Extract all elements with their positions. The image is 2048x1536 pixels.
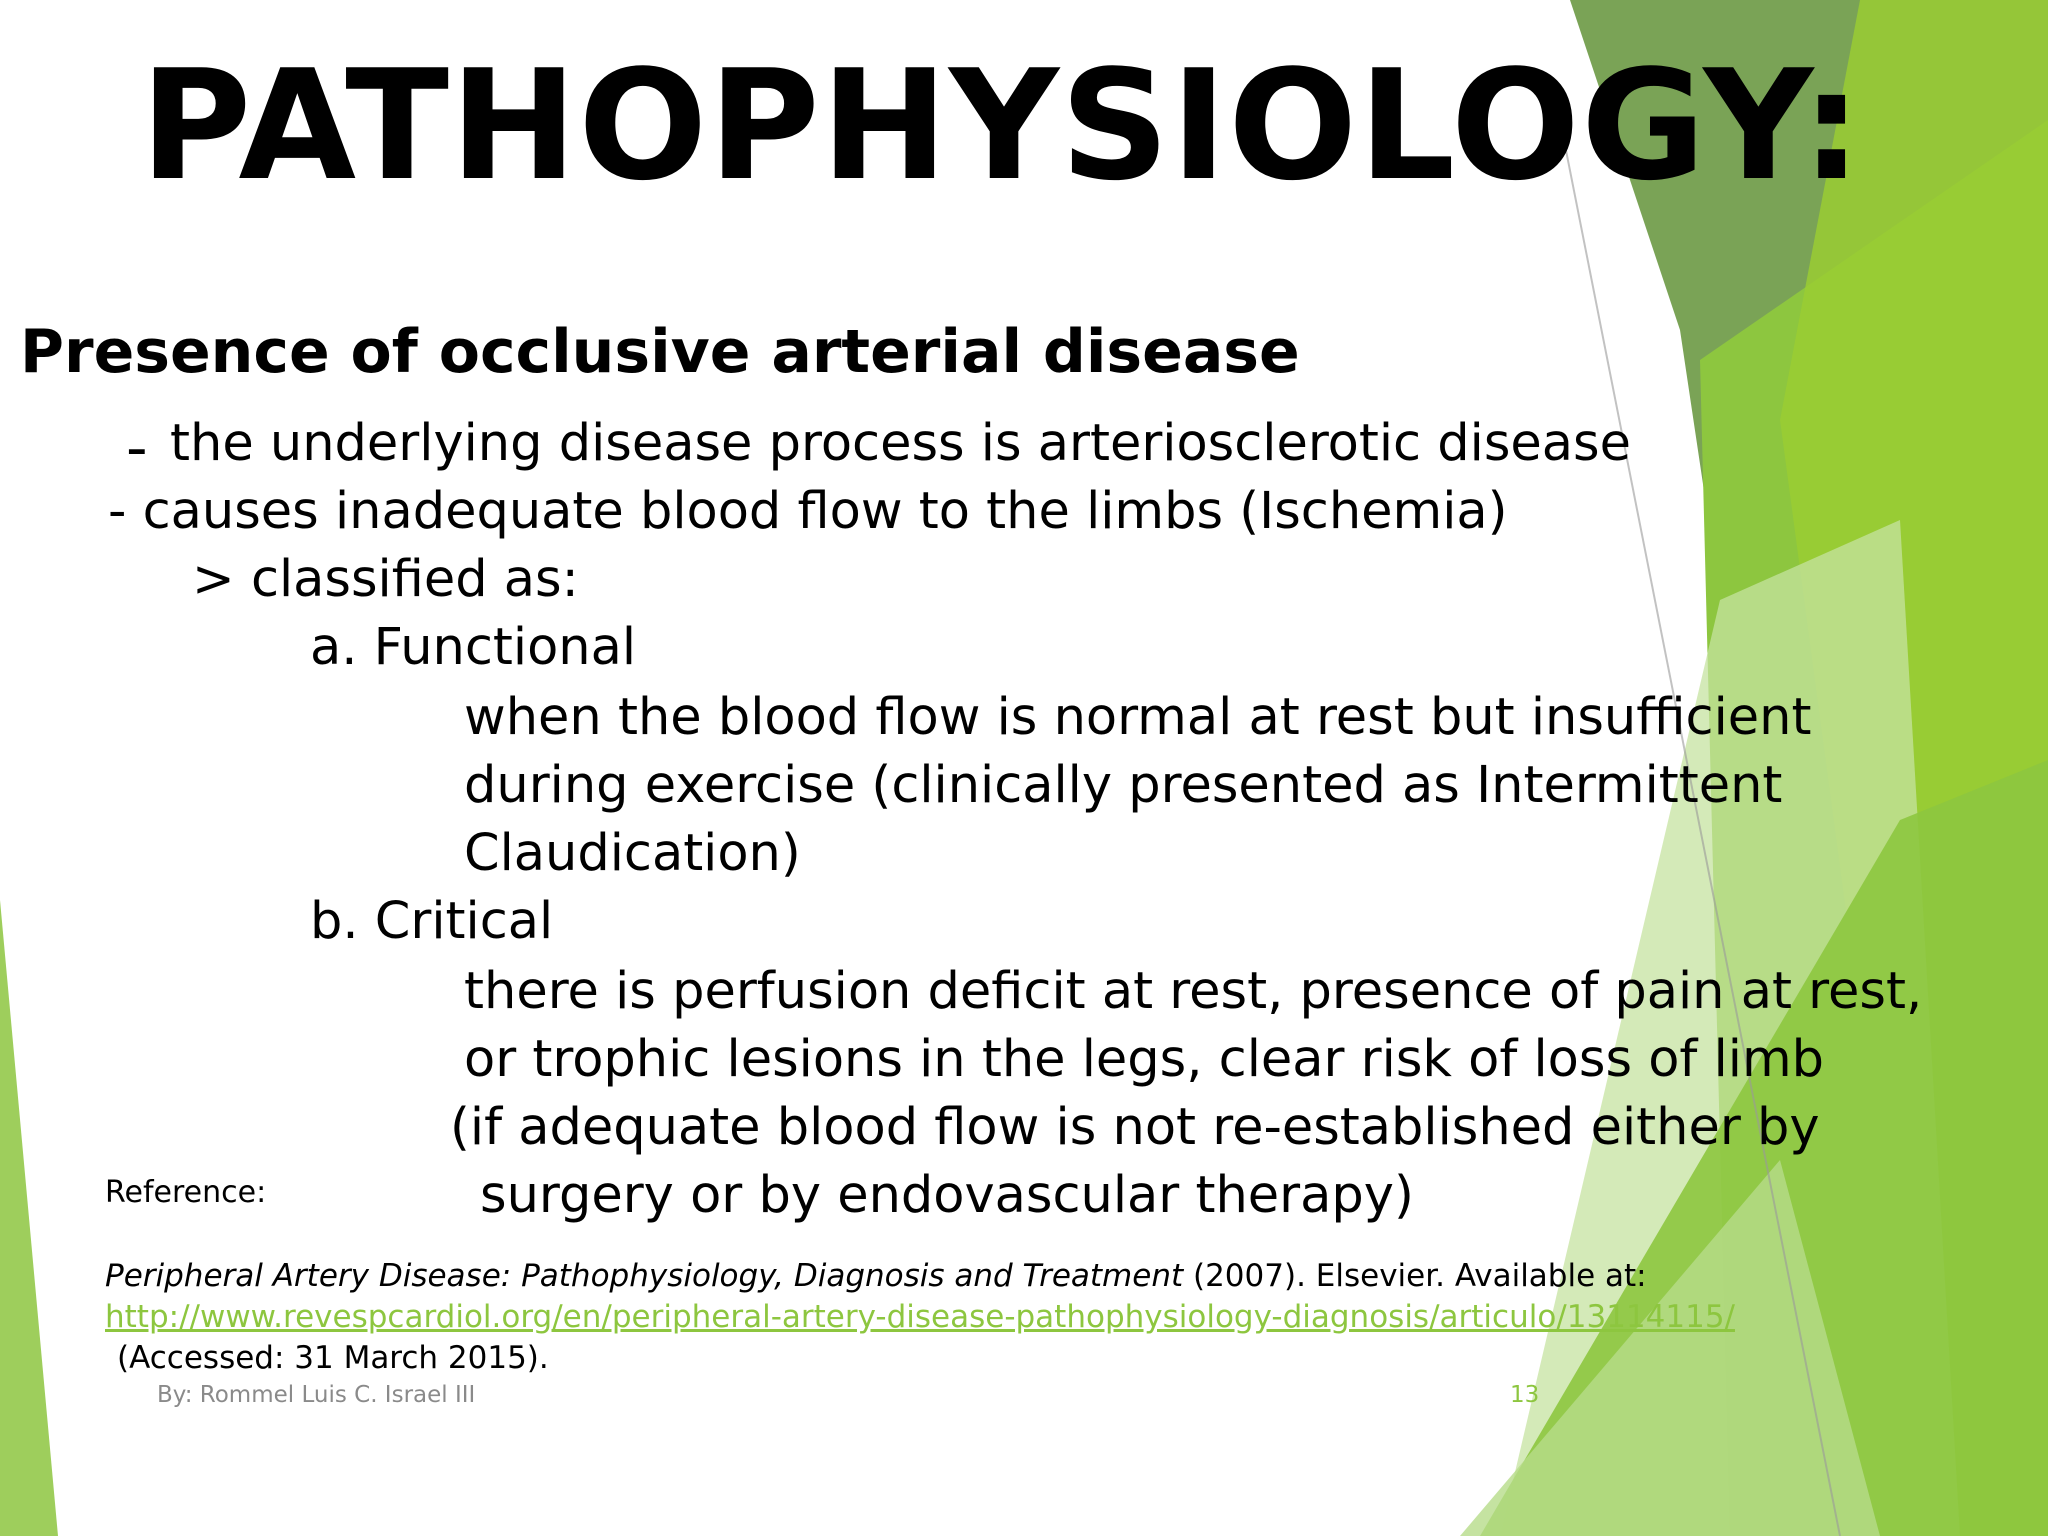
critical-description-line-2: or trophic lesions in the legs, clear risk of loss of limb bbox=[464, 1030, 1824, 1089]
critical-description-line-1: there is perfusion deficit at rest, presence of pain at rest, bbox=[464, 962, 1923, 1021]
slide-title: PATHOPHYSIOLOGY: bbox=[140, 37, 1864, 214]
reference-label: Reference: bbox=[105, 1175, 267, 1210]
citation-details: (2007). Elsevier. Available at: bbox=[1183, 1258, 1647, 1294]
citation-title: Peripheral Artery Disease: Pathophysiology, Diagnosis and Treatment bbox=[105, 1258, 1184, 1294]
functional-description-line-1: when the blood flow is normal at rest but insufficient bbox=[464, 688, 1812, 747]
reference-link[interactable]: http://www.revespcardiol.org/en/peripheral-artery-disease-pathophysiology-diagnosis/articulo/13114115/ bbox=[105, 1299, 1735, 1335]
reference-citation bbox=[105, 1256, 1735, 1379]
citation-accessed: (Accessed: 31 March 2015). bbox=[117, 1340, 549, 1376]
section-heading: Presence of occlusive arterial disease bbox=[20, 317, 1300, 387]
functional-description-line-2: during exercise (clinically presented as Intermittent bbox=[464, 756, 1783, 815]
body-line-causes: - causes inadequate blood flow to the limbs (Ischemia) bbox=[108, 482, 1508, 541]
footer-author: By: Rommel Luis C. Israel III bbox=[157, 1382, 476, 1408]
subheading-functional: a. Functional bbox=[310, 618, 637, 677]
critical-description-line-4: surgery or by endovascular therapy) bbox=[480, 1166, 1414, 1225]
body-line-underlying-process: the underlying disease process is arteriosclerotic disease bbox=[170, 414, 1631, 473]
bullet-dash: - bbox=[126, 413, 148, 483]
citation-line-1 bbox=[105, 1256, 1735, 1297]
left-green-sliver bbox=[0, 900, 58, 1536]
functional-description-line-3: Claudication) bbox=[464, 824, 801, 883]
body-line-classified-as: > classified as: bbox=[192, 550, 579, 609]
subheading-critical: b. Critical bbox=[310, 892, 554, 951]
critical-description-line-3: (if adequate blood flow is not re-established either by bbox=[450, 1098, 1820, 1157]
page-number: 13 bbox=[1510, 1382, 1540, 1408]
